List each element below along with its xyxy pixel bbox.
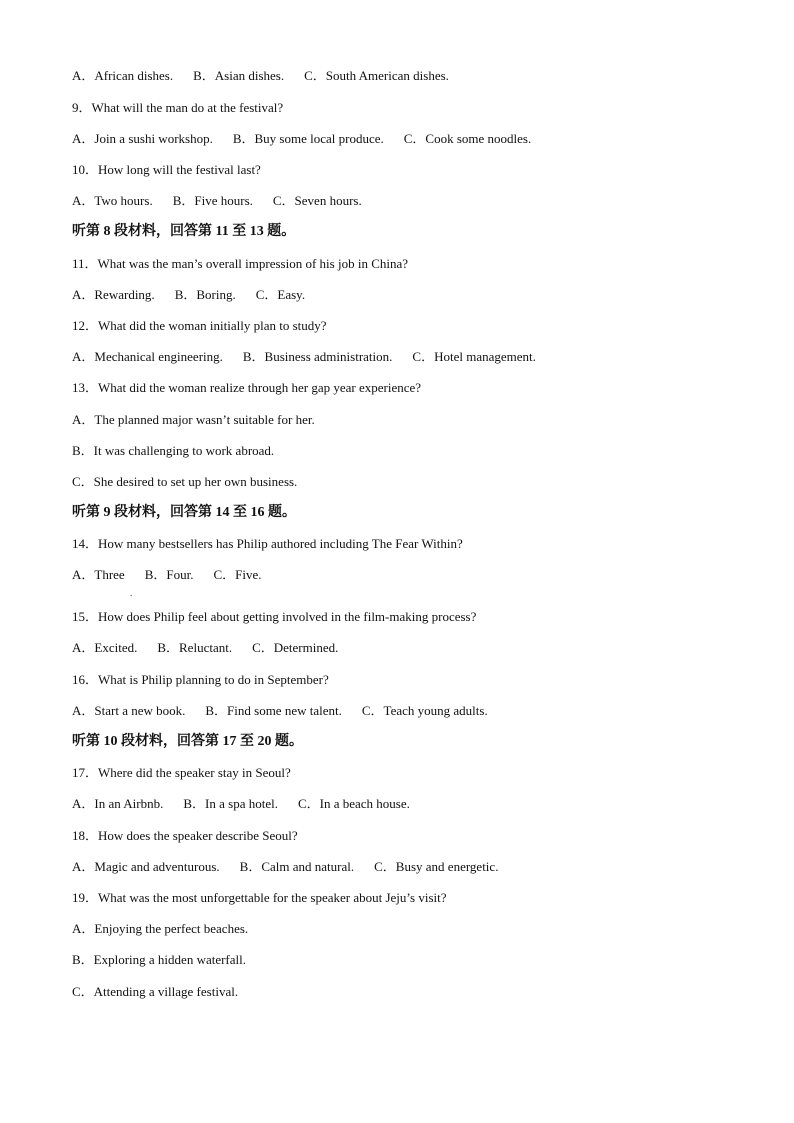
answer-options-row bbox=[72, 640, 338, 656]
answer-option: A．Two hours. bbox=[72, 193, 153, 208]
question-text: 15．How does Philip feel about getting involved in the film-making process? bbox=[72, 609, 477, 624]
answer-option: C．Seven hours. bbox=[272, 193, 362, 208]
answer-option: B．In a spa hotel. bbox=[183, 796, 278, 811]
section-heading: 听第 9 段材料，回答第 14 至 16 题。 bbox=[72, 505, 296, 520]
question-text: 13．What did the woman realize through her gap year experience? bbox=[72, 380, 422, 395]
answer-options-row bbox=[72, 131, 531, 147]
question-text: 12．What did the woman initially plan to study? bbox=[72, 318, 327, 333]
question-text: C．She desired to set up her own business. bbox=[72, 474, 298, 489]
question-text: 10．How long will the festival last? bbox=[72, 162, 261, 177]
section-heading: 听第 10 段材料，回答第 17 至 20 题。 bbox=[72, 734, 303, 749]
answer-option: C．Busy and energetic. bbox=[374, 859, 499, 874]
answer-option: A．Magic and adventurous. bbox=[72, 859, 220, 874]
answer-option: B．Boring. bbox=[174, 287, 236, 302]
stray-dot-mark: . bbox=[130, 588, 133, 598]
answer-option: C．Five. bbox=[213, 567, 262, 582]
answer-option: A．Mechanical engineering. bbox=[72, 349, 223, 364]
answer-option: A．African dishes. bbox=[72, 68, 174, 83]
answer-option: C．Hotel management. bbox=[412, 349, 536, 364]
answer-option: C．Teach young adults. bbox=[361, 703, 488, 718]
question-text: 14．How many bestsellers has Philip authored including The Fear Within? bbox=[72, 536, 463, 551]
answer-option: B．Four. bbox=[144, 567, 194, 582]
answer-option: B．Reluctant. bbox=[157, 640, 233, 655]
section-heading: 听第 8 段材料，回答第 11 至 13 题。 bbox=[72, 224, 296, 239]
answer-options-row bbox=[72, 349, 536, 365]
answer-options-row bbox=[72, 567, 262, 583]
answer-option: B．Asian dishes. bbox=[193, 68, 285, 83]
answer-option: A．Rewarding. bbox=[72, 287, 155, 302]
question-text: 17．Where did the speaker stay in Seoul? bbox=[72, 765, 291, 780]
answer-options-row bbox=[72, 703, 488, 719]
question-text: 19．What was the most unforgettable for the speaker about Jeju’s visit? bbox=[72, 890, 447, 905]
answer-option: B．Business administration. bbox=[242, 349, 393, 364]
question-text: 18．How does the speaker describe Seoul? bbox=[72, 828, 298, 843]
answer-options-row bbox=[72, 796, 410, 812]
answer-option: C．Determined. bbox=[252, 640, 339, 655]
answer-options-row bbox=[72, 193, 362, 209]
answer-option: B．Five hours. bbox=[172, 193, 253, 208]
answer-option: C．In a beach house. bbox=[297, 796, 410, 811]
answer-option: B．Find some new talent. bbox=[205, 703, 342, 718]
question-text: A．Enjoying the perfect beaches. bbox=[72, 921, 249, 936]
answer-option: B．Calm and natural. bbox=[239, 859, 355, 874]
answer-options-row bbox=[72, 859, 498, 875]
question-text: C．Attending a village festival. bbox=[72, 984, 239, 999]
question-text: B．It was challenging to work abroad. bbox=[72, 443, 275, 458]
answer-option: A．Start a new book. bbox=[72, 703, 186, 718]
answer-option: A．Excited. bbox=[72, 640, 138, 655]
question-text: A．The planned major wasn’t suitable for her. bbox=[72, 412, 315, 427]
answer-options-row bbox=[72, 287, 305, 303]
question-text: 11．What was the man’s overall impression of his job in China? bbox=[72, 256, 409, 271]
answer-option: C．Cook some noodles. bbox=[403, 131, 532, 146]
answer-options-row bbox=[72, 68, 449, 84]
question-text: B．Exploring a hidden waterfall. bbox=[72, 952, 247, 967]
answer-option: A．In an Airbnb. bbox=[72, 796, 164, 811]
question-text: 9．What will the man do at the festival? bbox=[72, 100, 284, 115]
answer-option: A．Join a sushi workshop. bbox=[72, 131, 213, 146]
answer-option: B．Buy some local produce. bbox=[232, 131, 384, 146]
answer-option: C．Easy. bbox=[255, 287, 306, 302]
question-text: 16．What is Philip planning to do in September? bbox=[72, 672, 329, 687]
answer-option: C．South American dishes. bbox=[304, 68, 449, 83]
answer-option: A．Three bbox=[72, 567, 125, 582]
